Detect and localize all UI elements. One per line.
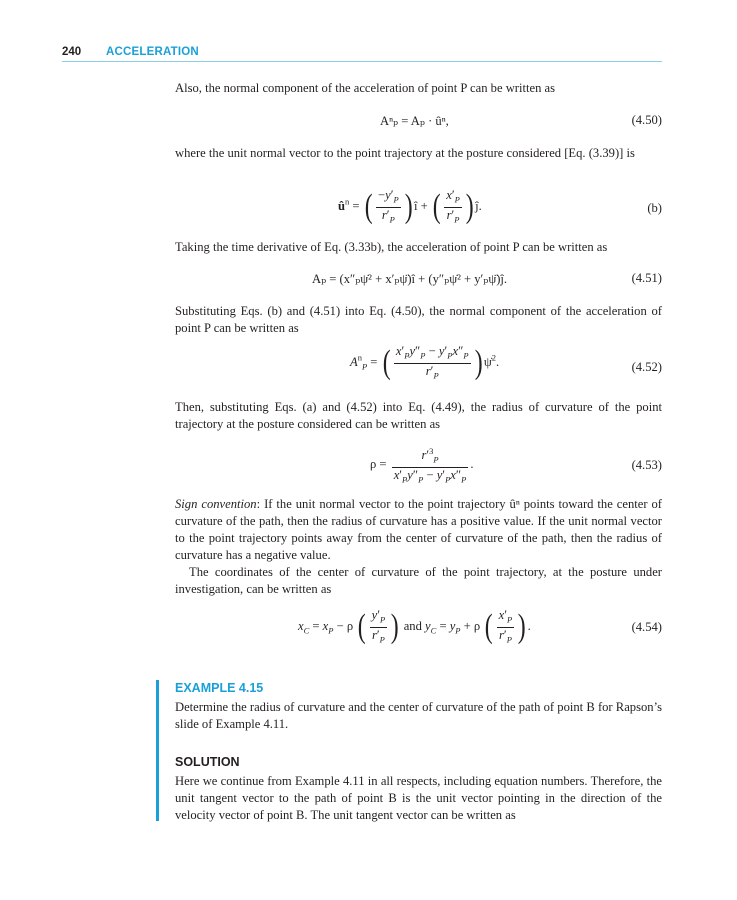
page-number: 240 [62, 46, 82, 58]
equation-4-54: $x_C = x_P - \rho$ ( $\frac{y'_P}{r'_P}$ ) and $y_C = y_P + \rho$ ( $\frac{x'_P}{r'_P}$ ) . [298, 608, 531, 646]
equation-4-51: Aₚ = (x″ₚψ̇² + x′ₚψ̈)î + (y″ₚψ̇² + y′ₚψ̈)ĵ. [312, 272, 508, 286]
equation-number-4-51: (4.51) [631, 271, 662, 285]
equation-number-4-53: (4.53) [631, 458, 662, 472]
equation-4-50: Aⁿₚ = Aₚ · ûⁿ, [380, 114, 449, 128]
solution-text: Here we continue from Example 4.11 in all respects, including equation numbers. Therefore, the unit tangent vector to the path of point B is the unit vector pointing in the direction of the velocity vector of point B. The unit tangent vector can be written as [175, 774, 662, 822]
equation-4-52: $A^n_P$ = ( $\frac{x'_Py''_P - y'_Px''_P}{r'_P}$ ) ψ̇$^2$. [350, 344, 500, 382]
running-head [62, 46, 662, 64]
equation-number-4-54: (4.54) [631, 620, 662, 634]
paragraph-5: Then, substituting Eqs. (a) and (4.52) into Eq. (4.49), the radius of curvature of the point trajectory at the posture considered can be written as [175, 400, 662, 431]
header-rule [62, 61, 662, 62]
equation-4-53: ρ = $\frac{r'^3_P}{x'_Py''_P - y'_Px''_P}$ . [370, 446, 474, 485]
example-text: Determine the radius of curvature and the center of curvature of the path of point B for Rapson’s slide of Example 4.11. [175, 700, 662, 731]
paragraph-6 [175, 496, 662, 564]
paragraph-1: Also, the normal component of the acceleration of point P can be written as [175, 81, 556, 95]
equation-number-4-50: (4.50) [631, 113, 662, 127]
equation-number-b: (b) [647, 201, 662, 215]
paragraph-3: Taking the time derivative of Eq. (3.33b), the acceleration of point P can be written as [175, 240, 608, 254]
equation-4-54-and: and [403, 618, 422, 633]
paragraph-4: Substituting Eqs. (b) and (4.51) into Eq. (4.50), the normal component of the acceleration of point P can be written as [175, 304, 662, 335]
solution-heading: SOLUTION [175, 755, 240, 769]
paragraph-2: where the unit normal vector to the point trajectory at the posture considered [Eq. (3.39)] is [175, 146, 635, 160]
paragraph-7: The coordinates of the center of curvature of the point trajectory, at the posture under investigation, can be written as [175, 565, 662, 596]
equation-b: $û^n$ = ( $\frac{-y'_P}{r'_P}$ ) î + ( $\frac{x'_P}{r'_P}$ ) ĵ. [338, 188, 482, 226]
equation-number-4-52: (4.52) [631, 360, 662, 374]
sign-convention-label: Sign convention [175, 497, 257, 511]
example-heading: EXAMPLE 4.15 [175, 681, 264, 695]
sign-convention-text: : If the unit normal vector to the point trajectory ûⁿ points toward the center of curvature of the path, then the radius of curvature has a positive value. If the unit normal vector to the point trajectory points away from the center of curvature of the path, then the radius of curvature has a negative value. [175, 497, 662, 562]
example-side-bar [156, 680, 159, 821]
chapter-title: ACCELERATION [106, 46, 199, 58]
